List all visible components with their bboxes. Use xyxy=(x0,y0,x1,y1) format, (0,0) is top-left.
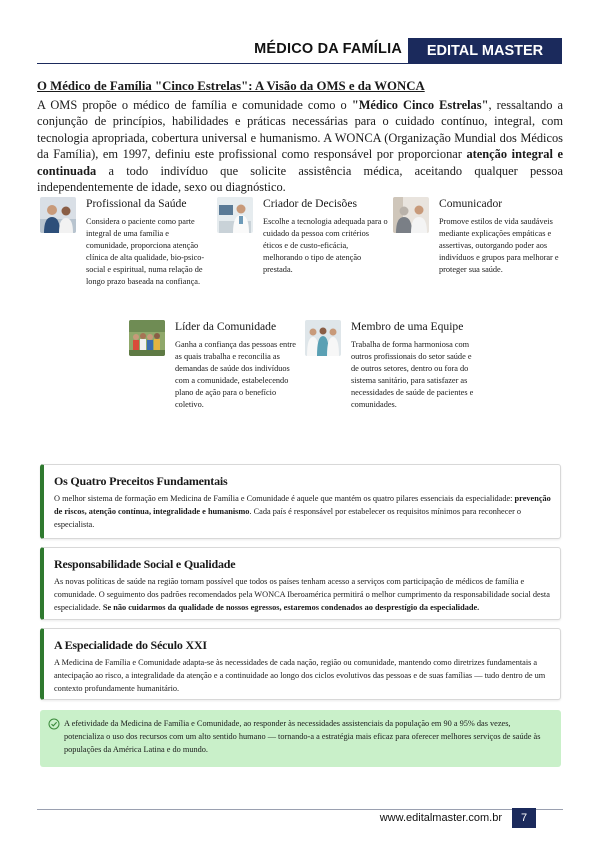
doctor-computer-photo xyxy=(217,197,253,233)
check-circle-icon xyxy=(48,718,60,730)
box-especialidade-seculo xyxy=(40,628,561,700)
highlight-note xyxy=(40,710,561,767)
intro-paragraph: A OMS propõe o médico de família e comunidade como o "Médico Cinco Estrelas", ressaltando a conjunção de princípios, habilidades e práticas necessárias para o cuidado contínuo, integral, com tecnologia apropriada, cobertura universal e humanismo. A WONCA (Organização Mundial dos Médicos da Família), em 1997, definiu este profissional como responsável por proporcionar atenção integral e continuada a todo indivíduo que solicite assistência médica, aceitando qualquer pessoa independentemente de idade, sexo ou diagnóstico. xyxy=(37,98,564,195)
box-title: Responsabilidade Social e Qualidade xyxy=(54,557,236,571)
header-brand: EDITAL MASTER xyxy=(408,38,562,64)
box-title: Os Quatro Preceitos Fundamentais xyxy=(54,474,228,488)
doctor-patient-photo xyxy=(40,197,76,233)
box-title: A Especialidade do Século XXI xyxy=(54,638,207,652)
role-title: Membro de uma Equipe xyxy=(351,320,464,333)
page-header xyxy=(37,38,562,64)
role-title: Criador de Decisões xyxy=(263,197,358,210)
community-group-photo xyxy=(129,320,165,356)
box-text: A Medicina de Família e Comunidade adapta-se às necessidades de cada nação, região ou comunidade, mantendo como diretrizes fundamentais a antecipação ao risco, a integralidade da atenção e a continuidade ao longo dos ciclos evolutivos das pessoas e de suas famílias — tudo dentro de um contexto profundamente humanitário. xyxy=(54,658,546,693)
box-responsabilidade-social xyxy=(40,547,561,620)
role-text: Ganha a confiança das pessoas entre as quais trabalha e reconcilia as demandas de saúde dos indivíduos com a comunidade, estabelecendo plano de ação para o benefício coletivo. xyxy=(175,340,296,409)
section-title: O Médico de Família "Cinco Estrelas": A Visão da OMS e da WONCA xyxy=(37,79,425,93)
footer-divider xyxy=(37,809,563,810)
role-text: Escolhe a tecnologia adequada para o cuidado da pessoa com critérios éticos e de custo-eficácia, melhorando o tipo de atenção prestada. xyxy=(263,217,388,274)
role-title: Profissional da Saúde xyxy=(86,197,187,210)
doctor-conversation-photo xyxy=(393,197,429,233)
role-text: Promove estilos de vida saudáveis mediante explicações empáticas e assertivas, outorgando poder aos indivíduos e grupos para melhorar e proteger sua saúde. xyxy=(439,217,559,274)
role-title: Comunicador xyxy=(439,197,503,210)
role-title: Líder da Comunidade xyxy=(175,320,277,333)
page-number: 7 xyxy=(512,808,536,828)
footer-url: www.editalmaster.com.br xyxy=(379,812,502,824)
medical-team-photo xyxy=(305,320,341,356)
box-text: O melhor sistema de formação em Medicina de Família e Comunidade é aquele que mantém os quatro pilares essenciais da especialidade: prevenção de riscos, atenção contínua, integralidade e humanismo. Cada país é responsável por estabelecer os requisitos mínimos para reconhecer o especialista. xyxy=(54,494,551,529)
note-text: A efetividade da Medicina de Família e Comunidade, ao responder às necessidades assistenciais da população em 90 a 95% das vezes, potencializa o uso dos recursos com um alto sentido humano — tornando-a a estratégia mais eficaz para oferecer melhores serviços de saúde às populações da América Latina e do mundo. xyxy=(64,719,541,754)
header-title: MÉDICO DA FAMÍLIA xyxy=(254,41,402,57)
box-quatro-preceitos xyxy=(40,464,561,539)
box-text: As novas políticas de saúde na região tornam possível que todos os países tenham acesso a serviços com participação de médicos de família e comunidade. O seguimento dos padrões recomendados pela WONCA Iberoamérica permitirá o melhor cumprimento da responsabilidade social desta especialidade. Se não cuidarmos da qualidade de nossos egressos, estaremos condenados ao desprestígio da especialidade. xyxy=(54,577,550,612)
role-text: Trabalha de forma harmoniosa com outros profissionais do setor saúde e de outros setores, dentro ou fora do sistema sanitário, para satisfazer as necessidades de saúde de pacientes e comunidades. xyxy=(351,340,474,409)
role-text: Considera o paciente como parte integral de uma família e comunidade, proporciona atenção clínica de alta qualidade, bio-psico-social e espiritual, numa relação de longo prazo baseada na confiança. xyxy=(86,217,205,286)
